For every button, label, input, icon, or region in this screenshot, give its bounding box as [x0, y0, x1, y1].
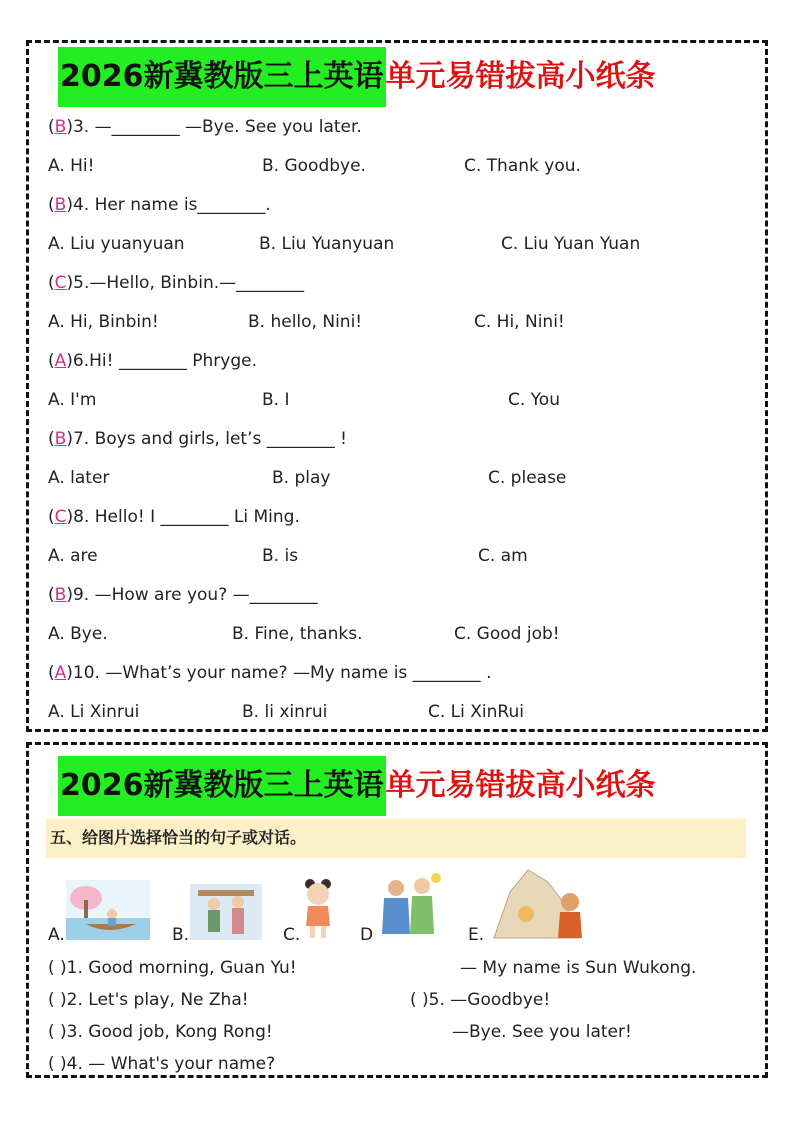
- option-a: A. Hi!: [48, 156, 95, 176]
- match-item-1-reply: — My name is Sun Wukong.: [460, 958, 697, 978]
- match-item-1: ( )1. Good morning, Guan Yu!: [48, 958, 297, 978]
- option-a: A. Liu yuanyuan: [48, 234, 185, 254]
- option-a: A. Hi, Binbin!: [48, 312, 159, 332]
- answer-letter: B: [54, 195, 67, 215]
- question-stem: )4. Her name is________.: [66, 195, 271, 215]
- option-c: C. Thank you.: [464, 156, 581, 176]
- option-a: A. Bye.: [48, 624, 108, 644]
- question-6: (A)6.Hi! ________ Phryge.: [48, 351, 257, 371]
- pic-label-a: A.: [48, 925, 65, 945]
- match-item-4: ( )4. — What's your name?: [48, 1054, 276, 1074]
- option-b: B. is: [262, 546, 299, 566]
- two-figures-image: [374, 870, 446, 940]
- section-instruction: 五、给图片选择恰当的句子或对话。: [46, 818, 746, 858]
- option-b: B. Fine, thanks.: [232, 624, 363, 644]
- option-c: C. Good job!: [454, 624, 560, 644]
- pic-label-b: B.: [172, 925, 190, 945]
- question-stem: )10. —What’s your name? —My name is ________ .: [66, 663, 492, 683]
- worksheet-title-2: [58, 756, 656, 816]
- title-highlight: 2026新冀教版三上英语: [58, 756, 386, 816]
- pic-label-d: D: [360, 925, 374, 945]
- child-character-image: [300, 876, 336, 940]
- option-b: B. hello, Nini!: [248, 312, 363, 332]
- option-c: C. Li XinRui: [428, 702, 524, 722]
- option-b: B. Liu Yuanyuan: [259, 234, 395, 254]
- match-item-3: ( )3. Good job, Kong Rong!: [48, 1022, 273, 1042]
- question-stem: )9. —How are you? —________: [66, 585, 318, 605]
- option-b: B. li xinrui: [242, 702, 328, 722]
- answer-letter: A: [54, 663, 67, 683]
- answer-letter: B: [54, 585, 67, 605]
- question-8: (C)8. Hello! I ________ Li Ming.: [48, 507, 300, 527]
- option-c: C. You: [508, 390, 560, 410]
- option-a: A. I'm: [48, 390, 97, 410]
- match-item-5: ( )5. —Goodbye!: [410, 990, 551, 1010]
- option-a: A. Li Xinrui: [48, 702, 140, 722]
- worksheet-title: [58, 47, 656, 107]
- option-b: B. I: [262, 390, 290, 410]
- question-stem: )3. —________ —Bye. See you later.: [66, 117, 362, 137]
- title-highlight: 2026新冀教版三上英语: [58, 47, 386, 107]
- question-10: (A)10. —What’s your name? —My name is ________ .: [48, 663, 492, 683]
- pic-label-e: E.: [468, 925, 485, 945]
- rock-monkey-image: [490, 862, 590, 942]
- question-3: (B)3. —________ —Bye. See you later.: [48, 117, 362, 137]
- question-stem: )8. Hello! I ________ Li Ming.: [66, 507, 300, 527]
- worksheet-card-top: [26, 40, 768, 732]
- answer-letter: A: [54, 351, 67, 371]
- match-item-2: ( )2. Let's play, Ne Zha!: [48, 990, 249, 1010]
- option-b: B. play: [272, 468, 331, 488]
- boat-scene-image: [66, 880, 150, 940]
- answer-letter: B: [54, 429, 67, 449]
- question-stem: )5.—Hello, Binbin.—________: [66, 273, 305, 293]
- question-9: (B)9. —How are you? —________: [48, 585, 318, 605]
- question-stem: )7. Boys and girls, let’s ________ !: [66, 429, 347, 449]
- title-red: 单元易错拔高小纸条: [385, 768, 656, 803]
- two-people-image: [190, 884, 262, 940]
- option-c: C. Liu Yuan Yuan: [501, 234, 641, 254]
- option-a: A. later: [48, 468, 110, 488]
- option-a: A. are: [48, 546, 98, 566]
- title-red: 单元易错拔高小纸条: [385, 59, 656, 94]
- pic-label-c: C.: [283, 925, 301, 945]
- answer-letter: C: [54, 273, 67, 293]
- question-7: (B)7. Boys and girls, let’s ________ !: [48, 429, 347, 449]
- option-b: B. Goodbye.: [262, 156, 366, 176]
- question-5: (C)5.—Hello, Binbin.—________: [48, 273, 305, 293]
- answer-letter: C: [54, 507, 67, 527]
- option-c: C. please: [488, 468, 567, 488]
- option-c: C. am: [478, 546, 528, 566]
- match-item-3-reply: —Bye. See you later!: [452, 1022, 632, 1042]
- question-stem: )6.Hi! ________ Phryge.: [66, 351, 257, 371]
- question-4: (B)4. Her name is________.: [48, 195, 271, 215]
- answer-letter: B: [54, 117, 67, 137]
- option-c: C. Hi, Nini!: [474, 312, 565, 332]
